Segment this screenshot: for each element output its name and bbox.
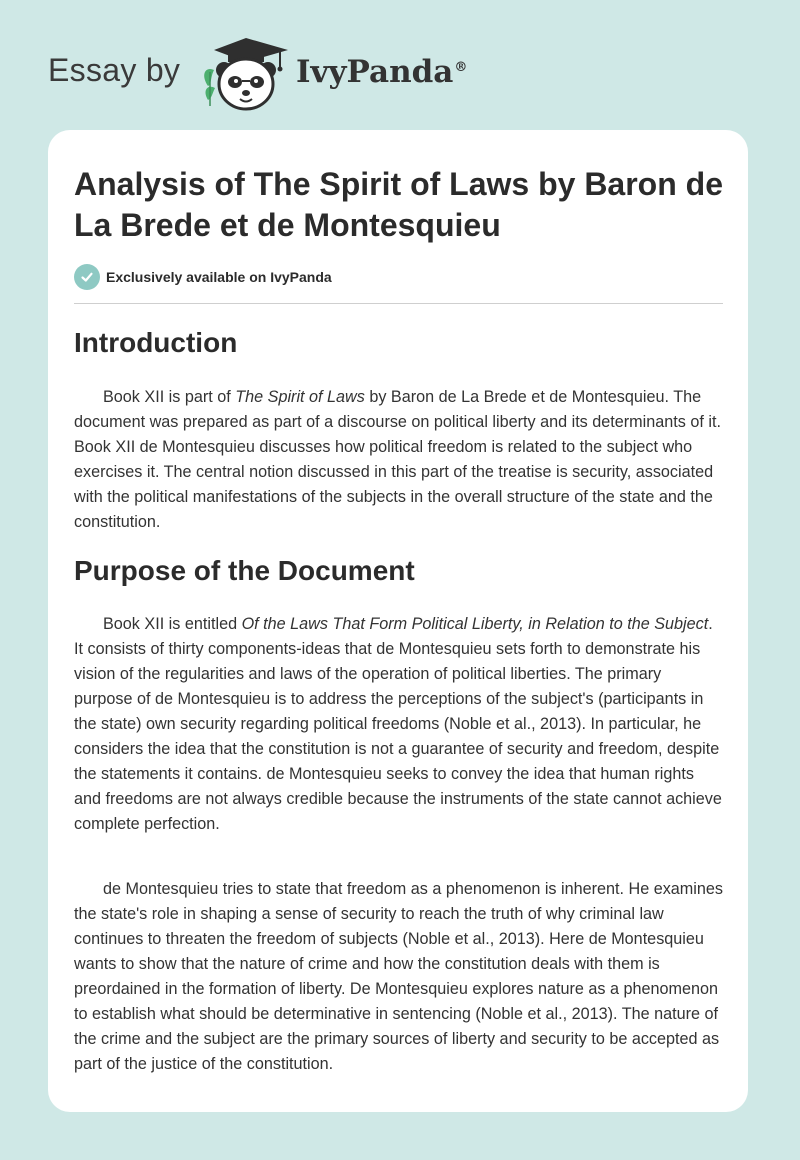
essay-card xyxy=(48,130,748,1112)
brand-name[interactable]: IvyPanda® xyxy=(296,54,468,90)
site-header xyxy=(0,0,800,130)
check-circle-icon xyxy=(74,264,100,290)
page-title: Analysis of The Spirit of Laws by Baron de La Brede et de Montesquieu xyxy=(74,166,723,243)
section-heading-purpose: Purpose of the Document xyxy=(74,555,415,586)
paragraph-introduction: Book XII is part of The Spirit of Laws by Baron de La Brede et de Montesquieu. The document was prepared as part of a discourse on political liberty and its determinants of it. Book XII de Montesquieu discusses how political freedom is related to the subject who exercises it. The central notion discussed in this part of the treatise is security, associated with the political manifestations of the subjects in the overall structure of the state and the constitution. xyxy=(74,388,721,531)
exclusive-badge xyxy=(74,263,332,291)
paragraph-purpose-2: de Montesquieu tries to state that freedom as a phenomenon is inherent. He examines the state's role in shaping a sense of security to reach the truth of why criminal law continues to threaten the freedom of subjects (Noble et al., 2013). Here de Montesquieu wants to show that the nature of crime and how the constitution deals with them is preordained in the formation of liberty. De Montesquieu explores nature as a phenomenon to establish what should be determinative in sentencing (Noble et al., 2013). The nature of the crime and the subject are the primary sources of liberty and security to be accepted as part of the justice of the constitution. xyxy=(74,880,723,1073)
paragraph-purpose-1: Book XII is entitled Of the Laws That Form Political Liberty, in Relation to the Subject. It consists of thirty components-ideas that de Montesquieu sets forth to demonstrate his vision of the regularities and laws of the operation of political liberties. The primary purpose of de Montesquieu is to address the perceptions of the subject's (participants in the state) own security regarding political freedoms (Noble et al., 2013). In particular, he considers the idea that the constitution is not a guarantee of security and freedom, despite the statements it contains. de Montesquieu seeks to convey the idea that human rights and freedoms are not always credible because the instruments of the state cannot achieve complete perfection. xyxy=(74,615,722,833)
badge-text: Exclusively available on IvyPanda xyxy=(106,269,332,285)
divider xyxy=(74,303,723,304)
section-heading-introduction: Introduction xyxy=(74,327,238,358)
trademark-mark: ® xyxy=(454,59,468,75)
panda-graduate-icon[interactable] xyxy=(200,36,292,112)
essay-by-label: Essay by xyxy=(48,52,181,88)
